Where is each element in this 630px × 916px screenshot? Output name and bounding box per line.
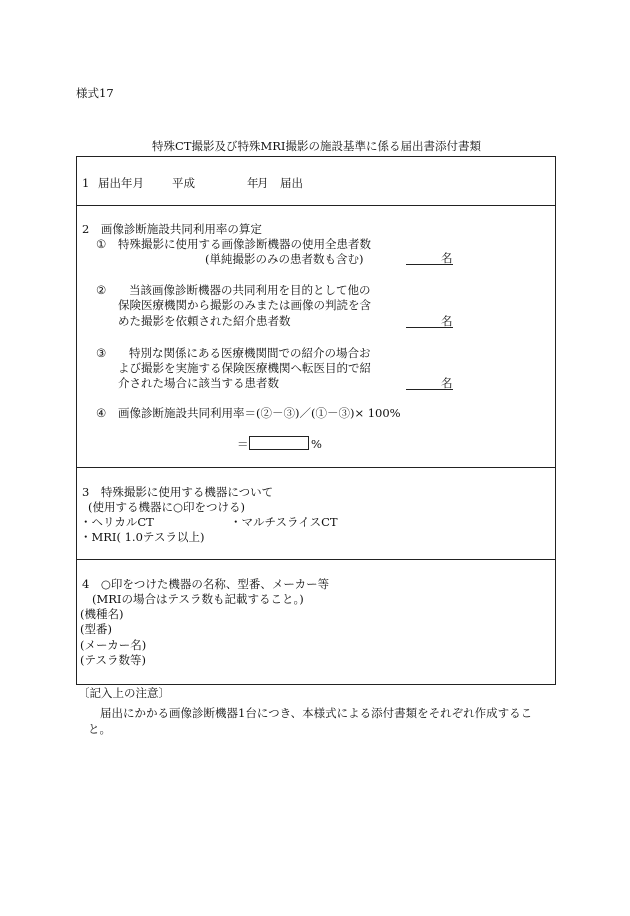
- option-mri[interactable]: ・MRI( 1.0テスラ以上): [80, 530, 205, 544]
- item-2-unit: 名: [441, 314, 453, 328]
- item-3-unit: 名: [441, 376, 453, 390]
- notes-heading: 〔記入上の注意〕: [78, 686, 170, 700]
- year-unit: 年: [247, 176, 259, 190]
- section-1-box: [76, 156, 556, 205]
- year-field[interactable]: [200, 174, 246, 190]
- notes-line1: 届出にかかる画像診断機器1台につき、本様式による添付書類をそれぞれ作成するこ: [100, 706, 533, 720]
- section-3-note: (使用する機器に○印をつける): [88, 500, 246, 514]
- field-model-number: (型番): [80, 622, 112, 636]
- item-3-line1: 特別な関係にある医療機関間での紹介の場合お: [129, 346, 371, 360]
- submission-suffix: 届出: [280, 176, 303, 190]
- section-2-heading: 2 画像診断施設共同利用率の算定: [82, 222, 262, 236]
- section-4-heading: 4 ○印をつけた機器の名称、型番、メーカー等: [82, 577, 330, 591]
- option-helical-ct[interactable]: ・ヘリカルCT: [80, 515, 154, 529]
- item-1-line1: 特殊撮影に使用する画像診断機器の使用全患者数: [118, 237, 371, 251]
- submission-date-label: 届出年月: [98, 176, 144, 190]
- item-3-line2: よび撮影を実施する保険医療機関へ転医目的で紹: [118, 361, 371, 375]
- form-number: 様式17: [76, 86, 114, 100]
- item-3-number: ③: [96, 346, 107, 360]
- era-label: 平成: [172, 176, 195, 190]
- ratio-percent: %: [311, 437, 322, 451]
- section-4-note: (MRIの場合はテスラ数も記載すること。): [92, 592, 304, 606]
- item-2-line3: めた撮影を依頼された紹介患者数: [118, 314, 291, 328]
- item-2-line2: 保険医療機関から撮影のみまたは画像の判読を含: [118, 298, 371, 312]
- item-1-number: ①: [96, 237, 107, 251]
- option-multislice-ct[interactable]: ・マルチスライスCT: [230, 515, 338, 529]
- item-2-number: ②: [96, 283, 107, 297]
- item-1-line2: (単純撮影のみの患者数も含む): [205, 252, 364, 266]
- item-1-unit: 名: [441, 251, 453, 265]
- field-manufacturer: (メーカー名): [80, 638, 147, 652]
- ratio-input-box[interactable]: [249, 436, 309, 450]
- item-4-number: ④: [96, 406, 107, 420]
- form-title: 特殊CT撮影及び特殊MRI撮影の施設基準に係る届出書添付書類: [152, 139, 481, 153]
- section-1-number: 1: [82, 176, 90, 190]
- field-model-name: (機種名): [80, 607, 124, 621]
- item-4-formula: 画像診断施設共同利用率＝(②－③)／(①－③)× 100%: [118, 406, 401, 420]
- notes-line2: と。: [88, 722, 111, 736]
- month-unit: 月: [257, 176, 269, 190]
- item-3-line3: 介された場合に該当する患者数: [118, 376, 279, 390]
- field-tesla: (テスラ数等): [80, 653, 147, 667]
- ratio-equals: ＝: [237, 437, 249, 451]
- section-3-heading: 3 特殊撮影に使用する機器について: [82, 485, 274, 499]
- item-2-line1: 当該画像診断機器の共同利用を目的として他の: [129, 283, 371, 297]
